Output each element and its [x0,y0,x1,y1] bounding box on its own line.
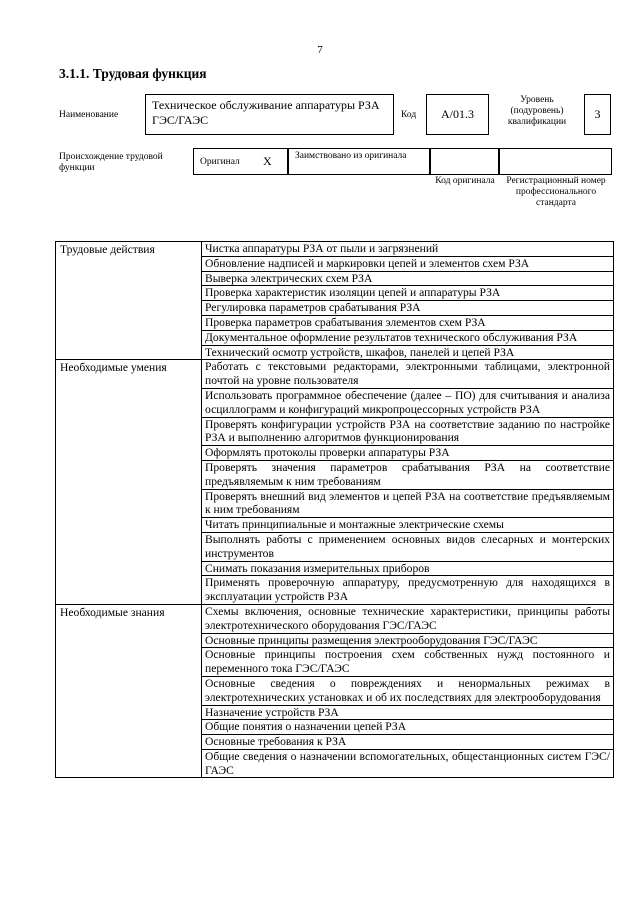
requirement-item: Использовать программное обеспечение (далее – ПО) для считывания и анализа осциллограмм и конфигураций микропроцессорных устройств РЗА [202,388,614,417]
qualification-level-field: 3 [584,94,611,135]
table-row [56,604,614,633]
registration-number-caption: Регистрационный номер профессионального стандарта [506,176,606,208]
requirement-item: Выполнять работы с применением основных видов слесарных и монтерских инструментов [202,532,614,561]
origin-original-cell [193,148,288,175]
level-label: Уровень (подуровень) квалификации [507,95,567,127]
requirement-item: Основные требования к РЗА [202,735,614,750]
requirement-item: Проверка параметров срабатывания элементов схем РЗА [202,315,614,330]
borrowed-label: Заимствовано из оригинала [295,151,407,161]
requirement-item: Оформлять протоколы проверки аппаратуры РЗА [202,446,614,461]
requirement-item: Снимать показания измерительных приборов [202,561,614,576]
requirement-item: Регулировка параметров срабатывания РЗА [202,301,614,316]
section-header: Трудовые действия [56,242,202,360]
origin-code-cell [430,148,499,175]
requirement-item: Проверять значения параметров срабатывания РЗА на соответствие предъявляемым к ним требованиям [202,460,614,489]
origin-code-caption: Код оригинала [435,176,495,186]
requirement-item: Основные сведения о повреждениях и ненормальных режимах в электротехнических установках и об их последствиях для электрооборудования [202,676,614,705]
name-label: Наименование [59,110,119,120]
original-mark: X [263,154,272,168]
requirement-item: Работать с текстовыми редакторами, электронными таблицами, электронной почтой на уровне пользователя [202,360,614,389]
requirement-item: Назначение устройств РЗА [202,705,614,720]
section-title: 3.1.1. Трудовая функция [59,66,207,81]
requirement-item: Выверка электрических схем РЗА [202,271,614,286]
requirement-item: Чистка аппаратуры РЗА от пыли и загрязнений [202,242,614,257]
requirement-item: Схемы включения, основные технические характеристики, принципы работы электротехнического оборудования ГЭС/ГАЭС [202,604,614,633]
requirement-item: Читать принципиальные и монтажные электрические схемы [202,518,614,533]
origin-borrowed-cell [288,148,430,175]
requirement-item: Обновление надписей и маркировки цепей и элементов схем РЗА [202,256,614,271]
section-header: Необходимые знания [56,604,202,778]
original-label: Оригинал [200,157,240,167]
page-number: 7 [317,44,323,56]
requirement-item: Общие сведения о назначении вспомогательных, общестанционных систем ГЭС/ГАЭС [202,749,614,778]
requirements-table [55,241,614,778]
section-header: Необходимые умения [56,360,202,605]
code-label: Код [401,110,417,120]
requirement-item: Документальное оформление результатов технического обслуживания РЗА [202,330,614,345]
requirement-item: Основные принципы размещения электрооборудования ГЭС/ГАЭС [202,633,614,648]
requirement-item: Применять проверочную аппаратуру, предусмотренную для находящихся в эксплуатации устройств РЗА [202,576,614,605]
function-code-field: A/01.3 [426,94,489,135]
origin-label: Происхождение трудовой функции [59,152,163,173]
origin-reg-number-cell [499,148,612,175]
requirement-item: Проверка характеристик изоляции цепей и аппаратуры РЗА [202,286,614,301]
table-row [56,242,614,257]
requirement-item: Основные принципы построения схем собственных нужд постоянного и переменного тока ГЭС/ГАЭС [202,648,614,677]
requirement-item: Проверять конфигурации устройств РЗА на соответствие заданию по настройке РЗА и выполнению алгоритмов функционирования [202,417,614,446]
function-name-field: Техническое обслуживание аппаратуры РЗА ГЭС/ГАЭС [145,94,394,135]
requirement-item: Технический осмотр устройств, шкафов, панелей и цепей РЗА [202,345,614,360]
requirement-item: Проверять внешний вид элементов и цепей РЗА на соответствие предъявляемым к ним требованиям [202,489,614,518]
requirement-item: Общие понятия о назначении цепей РЗА [202,720,614,735]
table-row [56,360,614,389]
